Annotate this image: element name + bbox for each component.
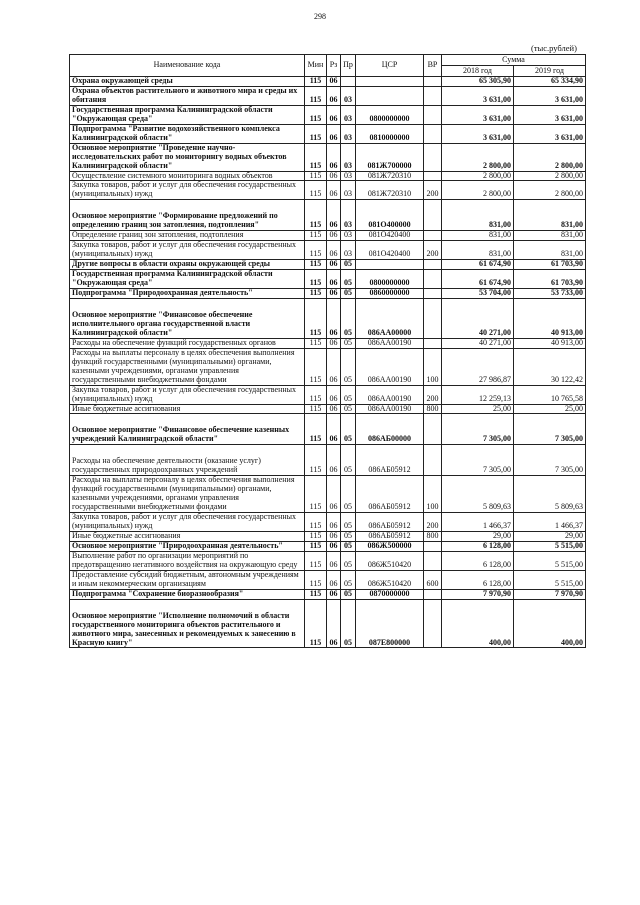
row-amount-2018: 6 128,00 bbox=[442, 551, 514, 570]
row-expense-type: 100 bbox=[424, 348, 442, 385]
table-row bbox=[70, 531, 586, 541]
row-expense-type bbox=[424, 231, 442, 241]
row-section: 06 bbox=[327, 599, 341, 648]
row-subsection: 05 bbox=[341, 414, 356, 445]
row-amount-2018: 1 466,37 bbox=[442, 513, 514, 532]
row-target-article: 081Ж700000 bbox=[356, 143, 424, 171]
row-ministry: 115 bbox=[305, 570, 327, 589]
row-ministry: 115 bbox=[305, 541, 327, 551]
header-section: Рз bbox=[327, 55, 341, 77]
row-subsection: 05 bbox=[341, 541, 356, 551]
row-amount-2018: 61 674,90 bbox=[442, 260, 514, 270]
row-subsection: 05 bbox=[341, 289, 356, 299]
row-name: Государственная программа Калининградской области "Окружающая среда" bbox=[70, 105, 305, 124]
row-ministry: 115 bbox=[305, 77, 327, 87]
table-row bbox=[70, 143, 586, 171]
row-subsection: 05 bbox=[341, 551, 356, 570]
row-section: 06 bbox=[327, 541, 341, 551]
row-amount-2018: 29,00 bbox=[442, 531, 514, 541]
row-amount-2019: 61 703,90 bbox=[514, 260, 586, 270]
row-amount-2019: 1 466,37 bbox=[514, 513, 586, 532]
row-amount-2019: 831,00 bbox=[514, 231, 586, 241]
row-target-article: 086AA00190 bbox=[356, 348, 424, 385]
table-row bbox=[70, 541, 586, 551]
row-name: Подпрограмма "Сохранение биоразнообразия" bbox=[70, 589, 305, 599]
table-body bbox=[70, 77, 586, 648]
row-target-article bbox=[356, 77, 424, 87]
row-amount-2018: 2 800,00 bbox=[442, 171, 514, 181]
table-row bbox=[70, 348, 586, 385]
table-row bbox=[70, 260, 586, 270]
row-amount-2019: 40 913,00 bbox=[514, 338, 586, 348]
row-section: 06 bbox=[327, 200, 341, 231]
row-section: 06 bbox=[327, 476, 341, 513]
row-target-article: 081Ж720310 bbox=[356, 171, 424, 181]
row-section: 06 bbox=[327, 105, 341, 124]
row-target-article: 086AБ00000 bbox=[356, 414, 424, 445]
row-amount-2018: 12 259,13 bbox=[442, 385, 514, 404]
row-target-article: 086AБ05912 bbox=[356, 476, 424, 513]
row-amount-2019: 3 631,00 bbox=[514, 86, 586, 105]
row-amount-2019: 831,00 bbox=[514, 241, 586, 260]
table-row bbox=[70, 445, 586, 476]
row-name: Иные бюджетные ассигнования bbox=[70, 404, 305, 414]
row-expense-type: 100 bbox=[424, 476, 442, 513]
row-section: 06 bbox=[327, 143, 341, 171]
table-row bbox=[70, 298, 586, 338]
row-expense-type bbox=[424, 298, 442, 338]
row-name: Государственная программа Калининградской области "Окружающая среда" bbox=[70, 270, 305, 289]
row-name: Подпрограмма "Природоохранная деятельность" bbox=[70, 289, 305, 299]
row-amount-2018: 27 986,87 bbox=[442, 348, 514, 385]
row-expense-type bbox=[424, 541, 442, 551]
row-subsection: 05 bbox=[341, 570, 356, 589]
row-amount-2019: 3 631,00 bbox=[514, 124, 586, 143]
row-amount-2018: 40 271,00 bbox=[442, 338, 514, 348]
row-target-article: 087E800000 bbox=[356, 599, 424, 648]
row-amount-2019: 831,00 bbox=[514, 200, 586, 231]
table-row bbox=[70, 414, 586, 445]
row-amount-2019: 5 515,00 bbox=[514, 570, 586, 589]
row-amount-2018: 65 305,90 bbox=[442, 77, 514, 87]
row-name: Охрана окружающей среды bbox=[70, 77, 305, 87]
row-section: 06 bbox=[327, 414, 341, 445]
row-amount-2018: 3 631,00 bbox=[442, 86, 514, 105]
row-expense-type bbox=[424, 445, 442, 476]
row-section: 06 bbox=[327, 385, 341, 404]
table-row bbox=[70, 513, 586, 532]
row-subsection: 05 bbox=[341, 260, 356, 270]
row-amount-2019: 3 631,00 bbox=[514, 105, 586, 124]
row-amount-2019: 29,00 bbox=[514, 531, 586, 541]
row-section: 06 bbox=[327, 589, 341, 599]
row-target-article: 086AA00000 bbox=[356, 298, 424, 338]
row-section: 06 bbox=[327, 260, 341, 270]
row-name: Определение границ зон затопления, подтопления bbox=[70, 231, 305, 241]
row-amount-2018: 61 674,90 bbox=[442, 270, 514, 289]
row-subsection: 03 bbox=[341, 181, 356, 200]
row-subsection: 05 bbox=[341, 445, 356, 476]
row-ministry: 115 bbox=[305, 181, 327, 200]
page-number: 298 bbox=[314, 12, 326, 21]
row-target-article: 081O400000 bbox=[356, 200, 424, 231]
table-row bbox=[70, 270, 586, 289]
row-subsection: 03 bbox=[341, 143, 356, 171]
row-name: Выполнение работ по организации мероприятий по предотвращению негативного воздействия на окружающую среду bbox=[70, 551, 305, 570]
table-row bbox=[70, 241, 586, 260]
row-amount-2018: 6 128,00 bbox=[442, 541, 514, 551]
row-target-article: 086AБ05912 bbox=[356, 531, 424, 541]
row-section: 06 bbox=[327, 124, 341, 143]
row-amount-2018: 831,00 bbox=[442, 241, 514, 260]
row-amount-2019: 53 733,00 bbox=[514, 289, 586, 299]
row-ministry: 115 bbox=[305, 385, 327, 404]
row-name: Основное мероприятие "Финансовое обеспечение исполнительного органа государственной власти Калининградской области" bbox=[70, 298, 305, 338]
row-target-article: 081Ж720310 bbox=[356, 181, 424, 200]
row-ministry: 115 bbox=[305, 124, 327, 143]
row-amount-2018: 40 271,00 bbox=[442, 298, 514, 338]
row-subsection bbox=[341, 77, 356, 87]
row-target-article: 086AБ05912 bbox=[356, 513, 424, 532]
row-section: 06 bbox=[327, 338, 341, 348]
header-sum: Сумма bbox=[442, 55, 586, 66]
row-section: 06 bbox=[327, 531, 341, 541]
budget-table bbox=[69, 54, 586, 648]
row-amount-2018: 5 809,63 bbox=[442, 476, 514, 513]
table-row bbox=[70, 404, 586, 414]
row-amount-2018: 53 704,00 bbox=[442, 289, 514, 299]
row-name: Основное мероприятие "Исполнение полномочий в области государственного мониторинга объектов растительного и животного мира, занесенных и рекомендуемых к занесению в Красную книгу" bbox=[70, 599, 305, 648]
row-amount-2019: 30 122,42 bbox=[514, 348, 586, 385]
row-amount-2019: 7 970,90 bbox=[514, 589, 586, 599]
row-name: Закупка товаров, работ и услуг для обеспечения государственных (муниципальных) нужд bbox=[70, 241, 305, 260]
header-subsection: Пр bbox=[341, 55, 356, 77]
row-ministry: 115 bbox=[305, 171, 327, 181]
row-ministry: 115 bbox=[305, 289, 327, 299]
row-amount-2018: 6 128,00 bbox=[442, 570, 514, 589]
row-amount-2019: 2 800,00 bbox=[514, 171, 586, 181]
row-expense-type bbox=[424, 77, 442, 87]
header-expense-type: ВР bbox=[424, 55, 442, 77]
table-row bbox=[70, 231, 586, 241]
row-amount-2019: 5 809,63 bbox=[514, 476, 586, 513]
row-expense-type: 200 bbox=[424, 513, 442, 532]
row-expense-type: 200 bbox=[424, 241, 442, 260]
row-target-article: 0860000000 bbox=[356, 289, 424, 299]
row-subsection: 05 bbox=[341, 476, 356, 513]
row-ministry: 115 bbox=[305, 445, 327, 476]
row-section: 06 bbox=[327, 270, 341, 289]
row-amount-2019: 65 334,90 bbox=[514, 77, 586, 87]
row-ministry: 115 bbox=[305, 231, 327, 241]
row-target-article: 086Ж500000 bbox=[356, 541, 424, 551]
row-amount-2018: 2 800,00 bbox=[442, 143, 514, 171]
row-name: Расходы на выплаты персоналу в целях обеспечения выполнения функций государственными (муниципальными) органами, казенными учреждениями, органами управления государственными внебюджетными фондами bbox=[70, 348, 305, 385]
row-expense-type bbox=[424, 338, 442, 348]
row-amount-2018: 3 631,00 bbox=[442, 105, 514, 124]
row-name: Подпрограмма "Развитие водохозяйственного комплекса Калининградской области" bbox=[70, 124, 305, 143]
row-expense-type: 600 bbox=[424, 570, 442, 589]
row-section: 06 bbox=[327, 298, 341, 338]
row-expense-type bbox=[424, 124, 442, 143]
row-target-article: 086AБ05912 bbox=[356, 445, 424, 476]
row-target-article: 0800000000 bbox=[356, 270, 424, 289]
row-subsection: 05 bbox=[341, 589, 356, 599]
header-target-article: ЦСР bbox=[356, 55, 424, 77]
row-subsection: 05 bbox=[341, 348, 356, 385]
row-amount-2019: 61 703,90 bbox=[514, 270, 586, 289]
row-amount-2019: 25,00 bbox=[514, 404, 586, 414]
row-name: Расходы на обеспечение функций государственных органов bbox=[70, 338, 305, 348]
row-section: 06 bbox=[327, 86, 341, 105]
header-year-2019: 2019 год bbox=[514, 66, 586, 77]
row-name: Иные бюджетные ассигнования bbox=[70, 531, 305, 541]
row-ministry: 115 bbox=[305, 513, 327, 532]
table-row bbox=[70, 86, 586, 105]
row-amount-2019: 5 515,00 bbox=[514, 541, 586, 551]
row-ministry: 115 bbox=[305, 200, 327, 231]
row-target-article bbox=[356, 86, 424, 105]
row-target-article: 086AA00190 bbox=[356, 404, 424, 414]
header-year-2018: 2018 год bbox=[442, 66, 514, 77]
row-name: Закупка товаров, работ и услуг для обеспечения государственных (муниципальных) нужд bbox=[70, 513, 305, 532]
row-target-article: 086Ж510420 bbox=[356, 570, 424, 589]
row-expense-type bbox=[424, 414, 442, 445]
row-ministry: 115 bbox=[305, 270, 327, 289]
row-amount-2019: 7 305,00 bbox=[514, 445, 586, 476]
row-name: Расходы на обеспечение деятельности (оказание услуг) государственных природоохранных учреждений bbox=[70, 445, 305, 476]
row-amount-2019: 2 800,00 bbox=[514, 181, 586, 200]
row-subsection: 03 bbox=[341, 171, 356, 181]
row-section: 06 bbox=[327, 241, 341, 260]
row-subsection: 05 bbox=[341, 385, 356, 404]
row-section: 06 bbox=[327, 171, 341, 181]
table-row bbox=[70, 77, 586, 87]
row-subsection: 05 bbox=[341, 298, 356, 338]
row-subsection: 05 bbox=[341, 513, 356, 532]
row-ministry: 115 bbox=[305, 589, 327, 599]
header-ministry: Мин bbox=[305, 55, 327, 77]
row-name: Другие вопросы в области охраны окружающей среды bbox=[70, 260, 305, 270]
table-row bbox=[70, 338, 586, 348]
row-subsection: 03 bbox=[341, 200, 356, 231]
row-name: Основное мероприятие "Формирование предложений по определению границ зон затопления, подтопления" bbox=[70, 200, 305, 231]
row-section: 06 bbox=[327, 513, 341, 532]
table-row bbox=[70, 124, 586, 143]
table-row bbox=[70, 385, 586, 404]
row-amount-2018: 7 305,00 bbox=[442, 414, 514, 445]
row-name: Основное мероприятие "Проведение научно-исследовательских работ по мониторингу водных объектов Калининградской области" bbox=[70, 143, 305, 171]
header-name: Наименование кода bbox=[70, 55, 305, 77]
row-expense-type bbox=[424, 86, 442, 105]
row-subsection: 05 bbox=[341, 599, 356, 648]
row-amount-2018: 831,00 bbox=[442, 200, 514, 231]
row-amount-2019: 400,00 bbox=[514, 599, 586, 648]
row-expense-type bbox=[424, 260, 442, 270]
row-subsection: 05 bbox=[341, 270, 356, 289]
row-subsection: 05 bbox=[341, 404, 356, 414]
row-ministry: 115 bbox=[305, 143, 327, 171]
row-expense-type bbox=[424, 200, 442, 231]
row-name: Закупка товаров, работ и услуг для обеспечения государственных (муниципальных) нужд bbox=[70, 385, 305, 404]
row-expense-type: 800 bbox=[424, 531, 442, 541]
row-target-article bbox=[356, 260, 424, 270]
row-ministry: 115 bbox=[305, 404, 327, 414]
row-subsection: 03 bbox=[341, 241, 356, 260]
row-section: 06 bbox=[327, 231, 341, 241]
row-subsection: 05 bbox=[341, 338, 356, 348]
row-amount-2019: 7 305,00 bbox=[514, 414, 586, 445]
row-section: 06 bbox=[327, 289, 341, 299]
row-subsection: 03 bbox=[341, 86, 356, 105]
row-amount-2018: 7 305,00 bbox=[442, 445, 514, 476]
row-target-article: 0810000000 bbox=[356, 124, 424, 143]
row-amount-2018: 831,00 bbox=[442, 231, 514, 241]
row-expense-type: 200 bbox=[424, 181, 442, 200]
row-expense-type bbox=[424, 270, 442, 289]
row-amount-2019: 10 765,58 bbox=[514, 385, 586, 404]
row-ministry: 115 bbox=[305, 531, 327, 541]
row-ministry: 115 bbox=[305, 86, 327, 105]
table-row bbox=[70, 289, 586, 299]
row-expense-type bbox=[424, 589, 442, 599]
row-expense-type: 800 bbox=[424, 404, 442, 414]
table-row bbox=[70, 181, 586, 200]
row-name: Основное мероприятие "Природоохранная деятельность" bbox=[70, 541, 305, 551]
row-expense-type bbox=[424, 551, 442, 570]
row-subsection: 03 bbox=[341, 105, 356, 124]
row-amount-2018: 7 970,90 bbox=[442, 589, 514, 599]
row-ministry: 115 bbox=[305, 105, 327, 124]
row-ministry: 115 bbox=[305, 241, 327, 260]
row-subsection: 05 bbox=[341, 531, 356, 541]
row-ministry: 115 bbox=[305, 551, 327, 570]
table-row bbox=[70, 551, 586, 570]
row-section: 06 bbox=[327, 445, 341, 476]
row-expense-type bbox=[424, 599, 442, 648]
row-expense-type bbox=[424, 171, 442, 181]
row-name: Закупка товаров, работ и услуг для обеспечения государственных (муниципальных) нужд bbox=[70, 181, 305, 200]
table-row bbox=[70, 105, 586, 124]
table-row bbox=[70, 599, 586, 648]
row-expense-type bbox=[424, 105, 442, 124]
row-ministry: 115 bbox=[305, 260, 327, 270]
row-section: 06 bbox=[327, 404, 341, 414]
row-section: 06 bbox=[327, 551, 341, 570]
row-section: 06 bbox=[327, 348, 341, 385]
row-expense-type bbox=[424, 289, 442, 299]
row-name: Основное мероприятие "Финансовое обеспечение казенных учреждений Калининградской области" bbox=[70, 414, 305, 445]
row-target-article: 086AA00190 bbox=[356, 338, 424, 348]
row-name: Расходы на выплаты персоналу в целях обеспечения выполнения функций государственными (муниципальными) органами, казенными учреждениями, органами управления государственными внебюджетными фондами bbox=[70, 476, 305, 513]
row-target-article: 0800000000 bbox=[356, 105, 424, 124]
row-amount-2018: 2 800,00 bbox=[442, 181, 514, 200]
row-target-article: 0870000000 bbox=[356, 589, 424, 599]
table-row bbox=[70, 200, 586, 231]
row-section: 06 bbox=[327, 570, 341, 589]
row-ministry: 115 bbox=[305, 348, 327, 385]
row-expense-type: 200 bbox=[424, 385, 442, 404]
row-amount-2018: 25,00 bbox=[442, 404, 514, 414]
row-ministry: 115 bbox=[305, 338, 327, 348]
row-target-article: 081O420400 bbox=[356, 231, 424, 241]
row-ministry: 115 bbox=[305, 414, 327, 445]
row-name: Охрана объектов растительного и животного мира и среды их обитания bbox=[70, 86, 305, 105]
row-ministry: 115 bbox=[305, 476, 327, 513]
row-expense-type bbox=[424, 143, 442, 171]
row-target-article: 081O420400 bbox=[356, 241, 424, 260]
row-name: Предоставление субсидий бюджетным, автономным учреждениям и иным некоммерческим организациям bbox=[70, 570, 305, 589]
row-ministry: 115 bbox=[305, 298, 327, 338]
table-row bbox=[70, 570, 586, 589]
row-amount-2019: 2 800,00 bbox=[514, 143, 586, 171]
row-name: Осуществление системного мониторинга водных объектов bbox=[70, 171, 305, 181]
row-amount-2019: 5 515,00 bbox=[514, 551, 586, 570]
row-subsection: 03 bbox=[341, 124, 356, 143]
row-ministry: 115 bbox=[305, 599, 327, 648]
table-row bbox=[70, 589, 586, 599]
table-row bbox=[70, 476, 586, 513]
row-amount-2019: 40 913,00 bbox=[514, 298, 586, 338]
row-section: 06 bbox=[327, 77, 341, 87]
row-section: 06 bbox=[327, 181, 341, 200]
row-amount-2018: 400,00 bbox=[442, 599, 514, 648]
row-amount-2018: 3 631,00 bbox=[442, 124, 514, 143]
row-subsection: 03 bbox=[341, 231, 356, 241]
units-note: (тыс.рублей) bbox=[531, 43, 577, 53]
row-target-article: 086AA00190 bbox=[356, 385, 424, 404]
row-target-article: 086Ж510420 bbox=[356, 551, 424, 570]
table-row bbox=[70, 171, 586, 181]
